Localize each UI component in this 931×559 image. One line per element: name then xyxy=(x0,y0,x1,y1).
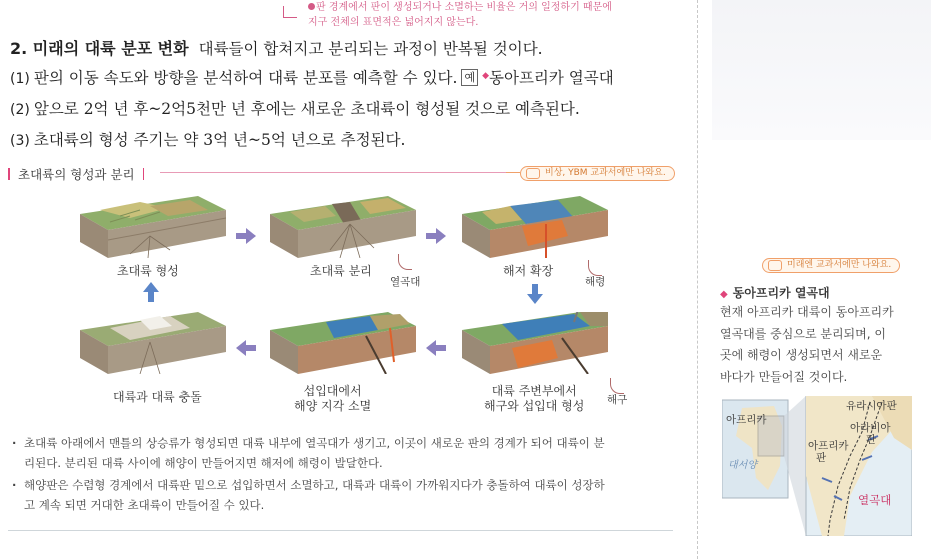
note-pointer xyxy=(283,6,297,18)
stage-block-formation xyxy=(80,196,226,258)
caption-line: 섭입대에서 xyxy=(303,384,362,398)
sidebar-title-text: 동아프리카 열곡대 xyxy=(732,286,830,300)
map-label-rift: 열곡대 xyxy=(858,493,892,507)
caption-text: 초대륙 형성 xyxy=(117,264,179,278)
point-2 xyxy=(10,97,580,119)
stage-block-consumption xyxy=(270,312,416,374)
stage-block-breakup xyxy=(270,196,416,258)
arrow-left-icon xyxy=(236,340,256,356)
point-number: (2) xyxy=(10,102,30,118)
bullet-item xyxy=(10,475,675,515)
bullet-line: 해양판은 수렴형 경계에서 대륙판 밑으로 섭입하면서 소멸하고, 대륙과 대륙이 가까워지다가 충돌하여 대륙이 성장하 xyxy=(24,478,605,492)
bullet-item xyxy=(10,433,675,473)
sidebar-top-panel xyxy=(712,0,931,140)
stage-caption-trench xyxy=(484,384,584,414)
callout-rift-valley: 열곡대 xyxy=(390,276,421,288)
section-description: 대륙들이 합쳐지고 분리되는 과정이 반복될 것이다. xyxy=(198,40,543,58)
sidebar-textbook-badge xyxy=(762,258,900,273)
title-bar-end xyxy=(143,168,145,180)
map-label-eurasian-plate: 유라시아판 xyxy=(846,400,897,412)
point-3 xyxy=(10,128,405,150)
sidebar-text-line: 열곡대를 중심으로 분리되며, 이 xyxy=(720,326,886,341)
sidebar-text-line: 곳에 해령이 생성되면서 새로운 xyxy=(720,348,883,362)
top-note-line1: 판 경계에서 판이 생성되거나 소멸하는 비율은 거의 일정하기 때문에 xyxy=(316,2,612,13)
top-note xyxy=(286,0,696,30)
section-title xyxy=(10,36,543,59)
supercontinent-breakup-illustration xyxy=(270,196,416,258)
column-divider xyxy=(697,0,698,559)
figure-rule xyxy=(160,172,520,173)
sidebar-title xyxy=(720,284,830,301)
callout-mid-ocean-ridge: 해령 xyxy=(585,276,606,288)
stage-block-spreading xyxy=(462,196,608,258)
bullet-line: 초대륙 아래에서 맨틀의 상승류가 형성되면 대륙 내부에 열곡대가 생기고, 이곳이 새로운 판의 경계가 되어 대륙이 분 xyxy=(24,436,605,450)
point-text: 앞으로 2억 년 후~2억5천만 년 후에는 새로운 초대륙이 형성될 것으로 예측된다. xyxy=(33,100,580,118)
book-icon xyxy=(768,260,782,271)
figure-title-text: 초대륙의 형성과 분리 xyxy=(18,167,135,182)
figure-title xyxy=(8,165,144,183)
stage-block-collision xyxy=(80,312,226,374)
book-icon xyxy=(526,168,540,179)
example-text: 동아프리카 열곡대 xyxy=(489,69,614,87)
map-label-africa-small: 아프리카 xyxy=(726,414,767,426)
arrow-right-icon xyxy=(426,228,446,244)
callout-pointer xyxy=(398,254,412,270)
sidebar-text-line: 현재 아프리카 대륙이 동아프리카 xyxy=(720,305,894,319)
textbook-badge xyxy=(520,166,675,181)
map-label-arabian-plate xyxy=(850,422,891,446)
supercontinent-formation-illustration xyxy=(80,196,226,258)
arrow-up-icon xyxy=(143,282,159,302)
caption-text: 초대륙 분리 xyxy=(310,264,372,278)
arrow-down-icon xyxy=(527,284,543,304)
seafloor-spreading-illustration xyxy=(462,196,608,258)
example-box: 예 xyxy=(461,69,478,86)
bullet-line: 리된다. 분리된 대륙 사이에 해양이 만들어지면 해저에 해령이 발달한다. xyxy=(24,456,383,470)
explanation-bullets xyxy=(10,433,675,517)
caption-text: 해저 확장 xyxy=(503,264,554,278)
diamond-icon: ◆ xyxy=(720,289,728,300)
stage-block-trench xyxy=(462,312,608,374)
map-label-line: 판 xyxy=(866,434,877,446)
stage-caption-consumption xyxy=(294,384,371,414)
stage-caption-collision xyxy=(113,390,202,405)
badge-text: 미래엔 교과서에만 나와요. xyxy=(787,260,892,270)
continental-collision-illustration xyxy=(80,312,226,374)
bottom-divider xyxy=(8,530,673,531)
badge-text: 비상, YBM 교과서에만 나와요. xyxy=(545,168,666,178)
caption-text: 대륙과 대륙 충돌 xyxy=(113,390,202,404)
point-number: (1) xyxy=(10,71,30,87)
point-text: 판의 이동 속도와 방향을 분석하여 대륙 분포를 예측할 수 있다. xyxy=(33,69,458,87)
oceanic-crust-consumption-illustration xyxy=(270,312,416,374)
caption-line: 대륙 주변부에서 xyxy=(491,384,577,398)
east-africa-rift-map xyxy=(722,396,912,536)
point-number: (3) xyxy=(10,133,30,149)
point-text: 초대륙의 형성 주기는 약 3억 년~5억 년으로 추정된다. xyxy=(33,131,406,149)
map-label-line: 판 xyxy=(816,452,827,464)
bullet-line: 고 계속 되면 거대한 초대륙이 만들어질 수 있다. xyxy=(24,498,265,512)
arrow-right-icon xyxy=(236,228,256,244)
map-label-line: 아프리카 xyxy=(808,440,849,452)
diamond-icon: ◆ xyxy=(482,71,490,81)
trench-subduction-illustration xyxy=(462,312,608,374)
map-label-atlantic: 대서양 xyxy=(728,460,757,471)
sidebar-text xyxy=(720,302,910,388)
badge-connector xyxy=(506,172,520,173)
caption-line: 해양 지각 소멸 xyxy=(294,399,372,413)
arrow-left-icon xyxy=(426,340,446,356)
point-1 xyxy=(10,66,614,88)
stage-caption-formation xyxy=(117,264,179,279)
stage-caption-breakup xyxy=(310,264,372,279)
top-note-line2: 지구 전체의 표면적은 넓어지지 않는다. xyxy=(308,17,479,28)
sidebar-text-line: 바다가 만들어질 것이다. xyxy=(720,369,848,384)
caption-line: 해구와 섭입대 형성 xyxy=(484,399,585,413)
section-heading: 2. 미래의 대륙 분포 변화 xyxy=(10,39,189,58)
stage-caption-spreading xyxy=(503,264,553,279)
note-dot xyxy=(308,3,315,10)
map-label-african-plate xyxy=(808,440,849,464)
title-bar xyxy=(8,168,10,180)
callout-trench: 해구 xyxy=(607,394,628,406)
map-label-line: 아라비아 xyxy=(850,422,891,434)
